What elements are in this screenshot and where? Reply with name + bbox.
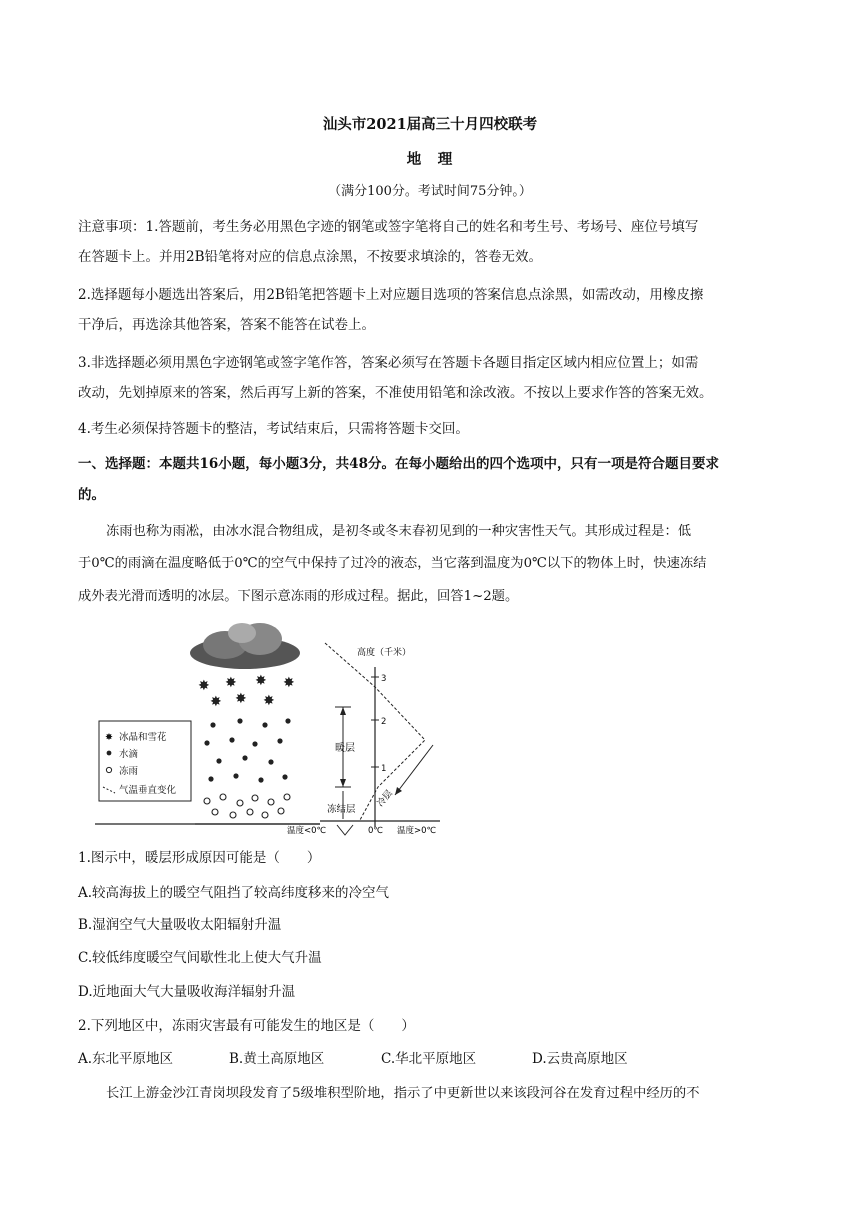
question-option: A.较高海拔上的暖空气阻挡了较高纬度移来的冷空气 [78, 885, 390, 901]
question-option: A.东北平原地区 [78, 1051, 174, 1067]
snowflake-icons [198, 673, 295, 710]
x-label-left: 温度<0℃ [287, 826, 327, 836]
question-stem: 1.图示中，暖层形成原因可能是（ ） [78, 850, 321, 866]
y-tick-label: 2 [381, 717, 387, 727]
passage-line: 成外表光滑而透明的冰层。下图示意冻雨的形成过程。据此，回答1~2题。 [78, 589, 519, 604]
legend-drop-icon [107, 751, 112, 756]
svg-text:✸: ✸ [283, 675, 295, 691]
y-tick-label: 1 [381, 764, 387, 774]
legend-label: 水滴 [119, 749, 139, 760]
svg-text:✸: ✸ [255, 673, 267, 689]
legend-dashed-line [103, 787, 115, 793]
svg-text:✸: ✸ [235, 691, 247, 707]
y-tick-label: 3 [381, 674, 387, 684]
passage-line: 冻雨也称为雨凇，由冰水混合物组成，是初冬或冬末春初见到的一种灾害性天气。其形成过程是：低 [106, 524, 692, 539]
notice-line: 2.选择题每小题选出答案后，用2B铅笔把答题卡上对应题目选项的答案信息点涂黑，如需改动，用橡皮擦 [78, 287, 704, 303]
question-option: D.云贵高原地区 [532, 1051, 628, 1067]
x-label-zero: 0℃ [368, 826, 383, 836]
exam-note: （满分100分。考试时间75分钟。） [328, 184, 532, 199]
section-heading: 的。 [78, 487, 105, 503]
x-label-right: 温度>0℃ [397, 826, 437, 836]
question-option: C.较低纬度暖空气间歇性北上使大气升温 [78, 950, 322, 966]
passage-line: 于0℃的雨滴在温度略低于0℃的空气中保持了过冷的液态，当它落到温度为0℃以下的物体上时，快速冻结 [78, 556, 707, 571]
cold-layer-label: 冷层 [375, 788, 395, 809]
question-option: B.湿润空气大量吸收太阳辐射升温 [78, 917, 282, 933]
notice-line: 3.非选择题必须用黑色字迹钢笔或签字笔作答，答案必须写在答题卡各题目指定区域内相应位置上；如需 [78, 355, 699, 371]
notice-line: 注意事项：1.答题前，考生务必用黑色字迹的钢笔或签字笔将自己的姓名和考生号、考场号、座位号填写 [78, 219, 699, 235]
height-axis-label: 高度（千米） [357, 648, 412, 658]
subject-title: 地 理 [406, 151, 454, 168]
svg-text:✸: ✸ [263, 693, 275, 709]
svg-text:✸: ✸ [198, 678, 210, 694]
svg-text:✸: ✸ [210, 694, 222, 710]
cold-layer-arrow [395, 745, 433, 795]
legend-label: 冰晶和雪花 [119, 732, 167, 743]
exam-title: 汕头市2021届高三十月四校联考 [322, 116, 538, 133]
question-option: D.近地面大气大量吸收海洋辐射升温 [78, 984, 296, 1000]
question-option: B.黄土高原地区 [229, 1051, 325, 1067]
section-heading: 一、选择题：本题共16小题，每小题3分，共48分。在每小题给出的四个选项中，只有一项是符合题目要求 [78, 456, 719, 472]
cloud-icon [190, 623, 300, 669]
notice-line: 在答题卡上。并用2B铅笔将对应的信息点涂黑，不按要求填涂的，答卷无效。 [78, 249, 543, 265]
freezing-rain-icons [204, 794, 290, 818]
legend-freezing-icon [106, 767, 111, 772]
legend-snow-icon: ✸ [105, 732, 113, 743]
freezing-layer-label: 冻结层 [327, 804, 356, 815]
svg-text:✸: ✸ [225, 675, 237, 691]
question-option: C.华北平原地区 [381, 1051, 477, 1067]
question-stem: 2.下列地区中，冻雨灾害最有可能发生的地区是（ ） [78, 1018, 415, 1034]
legend-label: 气温垂直变化 [119, 785, 177, 796]
legend-label: 冻雨 [119, 766, 139, 777]
notice-line: 改动，先划掉原来的答案，然后再写上新的答案，不准使用铅笔和涂改液。不按以上要求作答的答案无效。 [78, 385, 713, 401]
freezing-rain-diagram [95, 615, 465, 837]
passage-line: 长江上游金沙江青岗坝段发育了5级堆积型阶地，指示了中更新世以来该段河谷在发育过程中经历的不 [106, 1086, 700, 1101]
warm-layer-label: 暖层 [335, 743, 355, 754]
water-drop-icons [204, 718, 290, 782]
notice-line: 4.考生必须保持答题卡的整洁，考试结束后，只需将答题卡交回。 [78, 421, 469, 437]
notice-line: 干净后，再选涂其他答案，答案不能答在试卷上。 [78, 317, 375, 333]
